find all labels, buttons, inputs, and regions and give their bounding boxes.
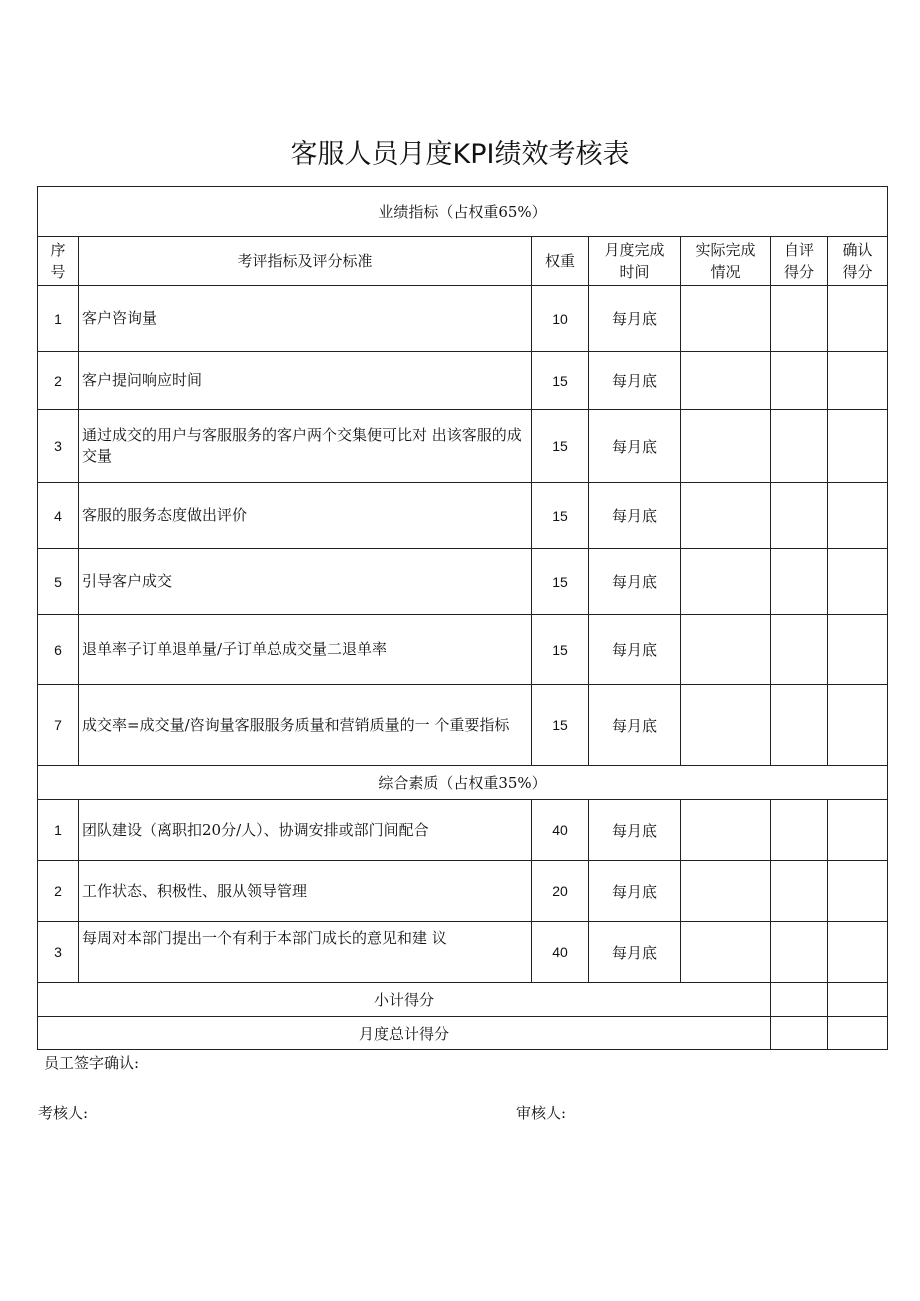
section-header-quality	[38, 766, 888, 800]
header-actual-line2: 情况	[710, 263, 741, 281]
row-weight: 15	[532, 410, 589, 483]
total-label: 月度总计得分	[38, 1017, 771, 1050]
total-confirm-cell[interactable]	[828, 1017, 888, 1050]
row-confirm-score-cell[interactable]	[828, 800, 888, 861]
row-confirm-score-cell[interactable]	[828, 685, 888, 766]
row-self-score-cell[interactable]	[771, 861, 828, 922]
row-criteria: 客服的服务态度做出评价	[79, 483, 532, 549]
row-actual-cell[interactable]	[681, 685, 771, 766]
table-row	[38, 286, 888, 352]
header-self-line1: 自评	[783, 241, 814, 259]
table-row	[38, 410, 888, 483]
table-row	[38, 861, 888, 922]
row-actual-cell[interactable]	[681, 352, 771, 410]
row-criteria: 退单率子订单退单量/子订单总成交量二退单率	[79, 615, 532, 685]
row-weight: 15	[532, 549, 589, 615]
row-weight: 10	[532, 286, 589, 352]
table-row	[38, 922, 888, 983]
row-deadline: 每月底	[589, 410, 681, 483]
assessor-label: 考核人:	[38, 1104, 89, 1122]
row-deadline: 每月底	[589, 800, 681, 861]
table-row	[38, 800, 888, 861]
header-actual-line1: 实际完成	[695, 241, 756, 259]
header-plan-line1: 月度完成	[604, 241, 665, 259]
header-seq-line1: 序	[50, 241, 66, 259]
row-actual-cell[interactable]	[681, 615, 771, 685]
row-seq: 2	[38, 352, 79, 410]
row-seq: 4	[38, 483, 79, 549]
subtotal-row	[38, 983, 888, 1017]
reviewer-label: 审核人:	[516, 1104, 567, 1122]
row-confirm-score-cell[interactable]	[828, 410, 888, 483]
table-row	[38, 483, 888, 549]
subtotal-self-cell[interactable]	[771, 983, 828, 1017]
section-title: 业绩指标（占权重65%）	[38, 187, 888, 237]
row-self-score-cell[interactable]	[771, 549, 828, 615]
row-actual-cell[interactable]	[681, 483, 771, 549]
row-seq: 6	[38, 615, 79, 685]
table-row	[38, 352, 888, 410]
table-row	[38, 615, 888, 685]
row-deadline: 每月底	[589, 483, 681, 549]
row-self-score-cell[interactable]	[771, 922, 828, 983]
header-weight: 权重	[532, 237, 589, 286]
subtotal-label: 小计得分	[38, 983, 771, 1017]
row-seq: 3	[38, 410, 79, 483]
row-deadline: 每月底	[589, 352, 681, 410]
row-criteria: 通过成交的用户与客服服务的客户两个交集便可比对 出该客服的成交量	[79, 410, 532, 483]
row-actual-cell[interactable]	[681, 861, 771, 922]
row-criteria: 客户提问响应时间	[79, 352, 532, 410]
row-actual-cell[interactable]	[681, 410, 771, 483]
header-confirm-line1: 确认	[842, 241, 873, 259]
row-confirm-score-cell[interactable]	[828, 861, 888, 922]
header-criteria: 考评指标及评分标准	[79, 237, 532, 286]
row-criteria: 团队建设（离职扣20分/人）、协调安排或部门间配合	[79, 800, 532, 861]
row-confirm-score-cell[interactable]	[828, 549, 888, 615]
row-actual-cell[interactable]	[681, 800, 771, 861]
row-criteria: 引导客户成交	[79, 549, 532, 615]
header-self-line2: 得分	[783, 263, 814, 281]
row-confirm-score-cell[interactable]	[828, 483, 888, 549]
row-seq: 3	[38, 922, 79, 983]
section-header-performance	[38, 187, 888, 237]
row-seq: 1	[38, 800, 79, 861]
table-row	[38, 685, 888, 766]
table-row	[38, 549, 888, 615]
row-weight: 15	[532, 483, 589, 549]
row-weight: 15	[532, 615, 589, 685]
page-title: 客服人员月度KPI绩效考核表	[290, 139, 630, 170]
header-self	[771, 237, 828, 286]
subtotal-confirm-cell[interactable]	[828, 983, 888, 1017]
row-actual-cell[interactable]	[681, 549, 771, 615]
header-confirm	[828, 237, 888, 286]
row-criteria: 每周对本部门提出一个有利于本部门成长的意见和建 议	[79, 922, 532, 983]
row-weight: 20	[532, 861, 589, 922]
row-weight: 40	[532, 922, 589, 983]
row-weight: 15	[532, 685, 589, 766]
row-confirm-score-cell[interactable]	[828, 615, 888, 685]
row-deadline: 每月底	[589, 286, 681, 352]
employee-signature-label: 员工签字确认:	[44, 1054, 140, 1072]
section-title: 综合素质（占权重35%）	[38, 766, 888, 800]
row-self-score-cell[interactable]	[771, 483, 828, 549]
row-self-score-cell[interactable]	[771, 352, 828, 410]
row-weight: 15	[532, 352, 589, 410]
total-self-cell[interactable]	[771, 1017, 828, 1050]
row-criteria: 成交率=成交量/咨询量客服服务质量和营销质量的一 个重要指标	[79, 685, 532, 766]
row-deadline: 每月底	[589, 615, 681, 685]
row-confirm-score-cell[interactable]	[828, 922, 888, 983]
total-row	[38, 1017, 888, 1050]
row-deadline: 每月底	[589, 549, 681, 615]
row-self-score-cell[interactable]	[771, 410, 828, 483]
header-actual	[681, 237, 771, 286]
row-confirm-score-cell[interactable]	[828, 286, 888, 352]
header-confirm-line2: 得分	[842, 263, 873, 281]
row-seq: 2	[38, 861, 79, 922]
row-criteria: 客户咨询量	[79, 286, 532, 352]
row-actual-cell[interactable]	[681, 922, 771, 983]
row-confirm-score-cell[interactable]	[828, 352, 888, 410]
row-seq: 5	[38, 549, 79, 615]
row-seq: 7	[38, 685, 79, 766]
row-self-score-cell[interactable]	[771, 286, 828, 352]
header-plan	[589, 237, 681, 286]
row-deadline: 每月底	[589, 685, 681, 766]
row-seq: 1	[38, 286, 79, 352]
row-deadline: 每月底	[589, 861, 681, 922]
row-self-score-cell[interactable]	[771, 615, 828, 685]
row-deadline: 每月底	[589, 922, 681, 983]
header-seq-line2: 号	[50, 263, 66, 281]
row-self-score-cell[interactable]	[771, 685, 828, 766]
row-weight: 40	[532, 800, 589, 861]
header-plan-line2: 时间	[619, 263, 650, 281]
header-seq	[38, 237, 79, 286]
column-header-row	[38, 237, 888, 286]
row-criteria: 工作状态、积极性、服从领导管理	[79, 861, 532, 922]
kpi-table	[37, 186, 888, 1050]
row-actual-cell[interactable]	[681, 286, 771, 352]
row-self-score-cell[interactable]	[771, 800, 828, 861]
